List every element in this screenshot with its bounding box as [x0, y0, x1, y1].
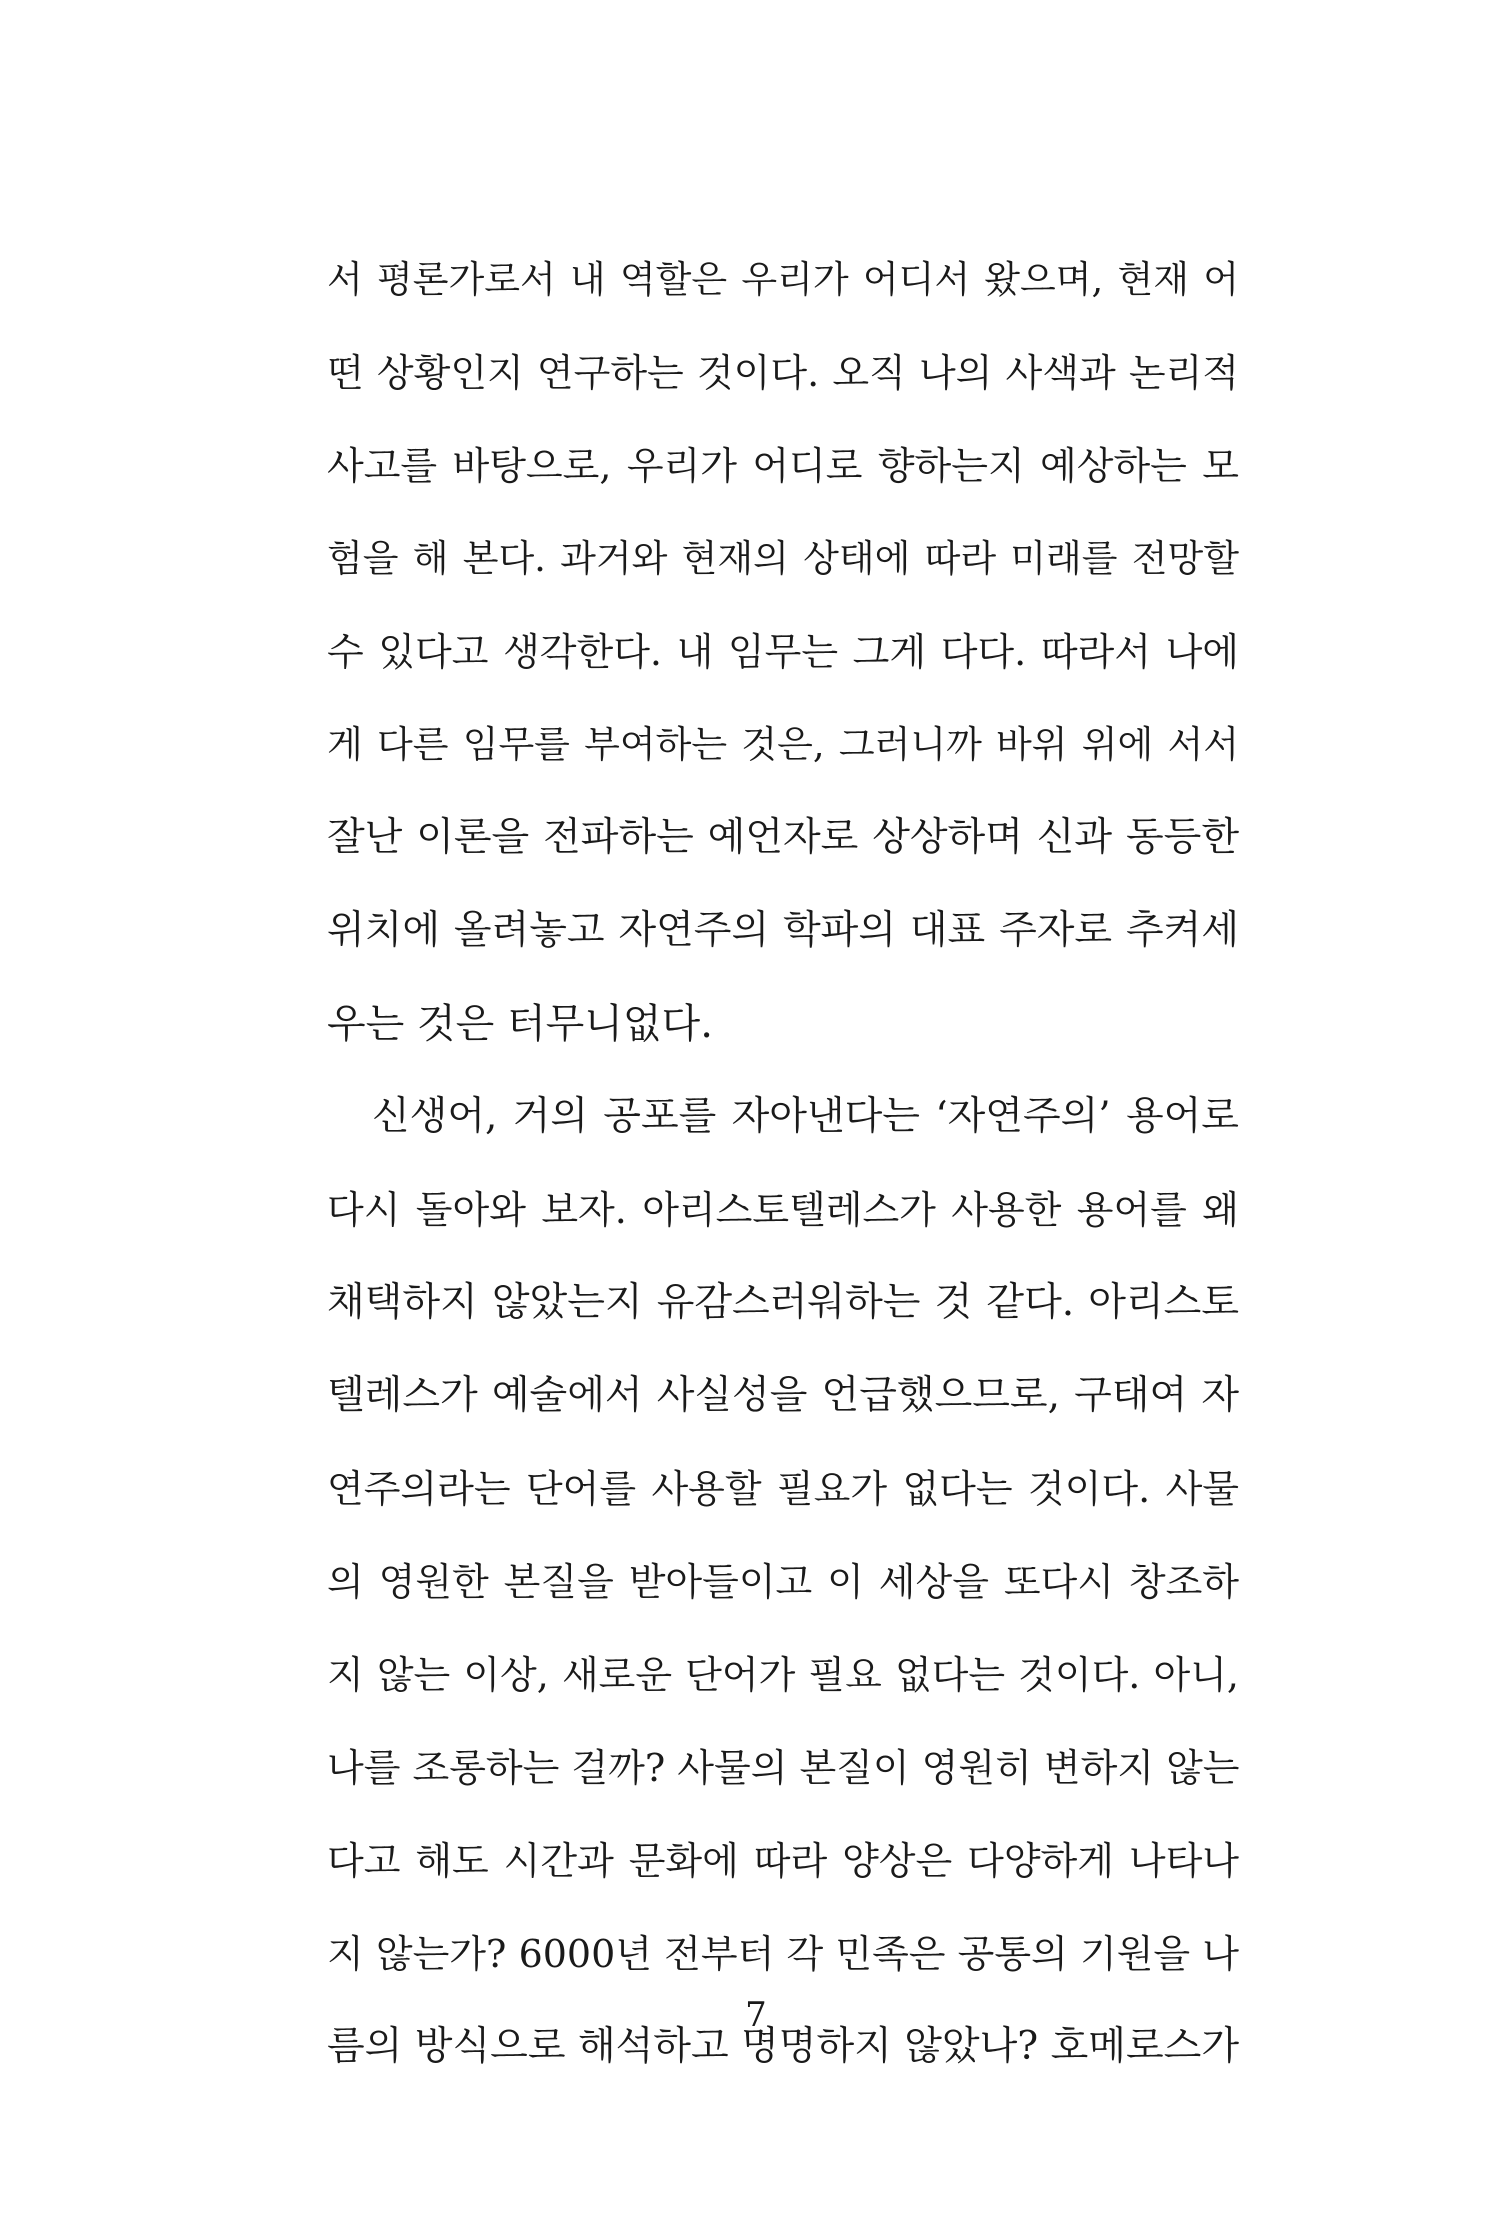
text-line: 텔레스가 예술에서 사실성을 언급했으므로, 구태여 자 [327, 1373, 1239, 1418]
text-line: 게 다른 임무를 부여하는 것은, 그러니까 바위 위에 서서 [327, 723, 1239, 766]
text-line: 름의 방식으로 해석하고 명명하지 않았나? 호메로스가 [327, 2024, 1239, 2069]
page-number: 7 [745, 1995, 767, 2035]
text-line: 떤 상황인지 연구하는 것이다. 오직 나의 사색과 논리적 [327, 351, 1239, 395]
text-line: 채택하지 않았는지 유감스러워하는 것 같다. 아리스토 [327, 1280, 1239, 1325]
text-line: 다고 해도 시간과 문화에 따라 양상은 다양하게 나타나 [327, 1839, 1239, 1883]
text-line: 연주의라는 단어를 사용할 필요가 없다는 것이다. 사물 [327, 1467, 1239, 1511]
text-line: 서 평론가로서 내 역할은 우리가 어디서 왔으며, 현재 어 [327, 258, 1239, 301]
text-line: 험을 해 본다. 과거와 현재의 상태에 따라 미래를 전망할 [327, 537, 1239, 580]
text-line: 사고를 바탕으로, 우리가 어디로 향하는지 예상하는 모 [327, 444, 1239, 488]
text-line: 의 영원한 본질을 받아들이고 이 세상을 또다시 창조하 [327, 1560, 1239, 1604]
text-line: 지 않는가? 6000년 전부터 각 민족은 공통의 기원을 나 [327, 1932, 1239, 1976]
text-line: 나를 조롱하는 걸까? 사물의 본질이 영원히 변하지 않는 [327, 1746, 1240, 1790]
text-line: 우는 것은 터무니없다. [327, 1001, 713, 1047]
text-line: 지 않는 이상, 새로운 단어가 필요 없다는 것이다. 아니, [327, 1653, 1239, 1697]
text-line: 다시 돌아와 보자. 아리스토텔레스가 사용한 용어를 왜 [327, 1188, 1239, 1232]
text-line: 위치에 올려놓고 자연주의 학파의 대표 주자로 추켜세 [327, 908, 1239, 953]
text-line: 수 있다고 생각한다. 내 임무는 그게 다다. 따라서 나에 [327, 630, 1239, 674]
text-line: 신생어, 거의 공포를 자아낸다는 ‘자연주의’ 용어로 [372, 1094, 1239, 1139]
text-line: 잘난 이론을 전파하는 예언자로 상상하며 신과 동등한 [327, 815, 1239, 860]
